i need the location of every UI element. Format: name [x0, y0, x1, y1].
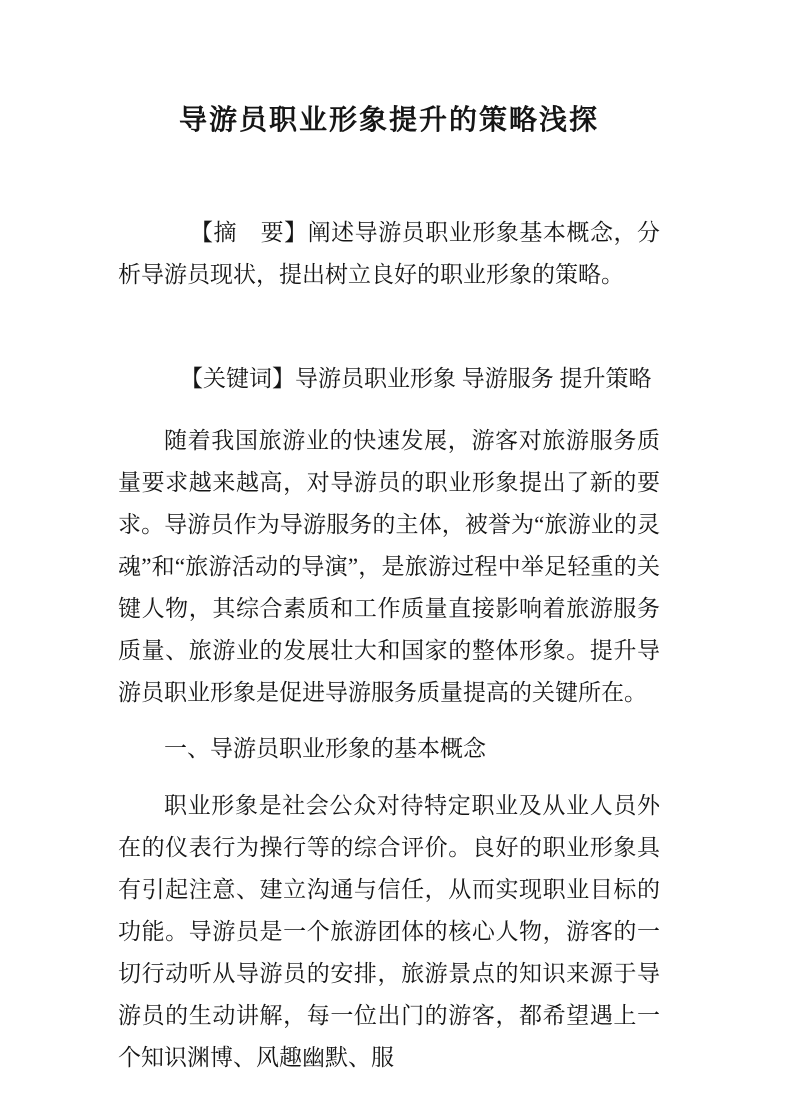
section-1-paragraph: 职业形象是社会公众对待特定职业及从业人员外在的仪表行为操行等的综合评价。良好的职业形象具有引起注意、建立沟通与信任，从而实现职业目标的功能。导游员是一个旅游团体的核心人物，游客的一切行动听从导游员的安排，旅游景点的知识来源于导游员的生动讲解，每一位出门的游客，都希望遇上一个知识渊博、风趣幽默、服 [118, 793, 660, 1070]
abstract-paragraph: 【摘 要】阐述导游员职业形象基本概念，分析导游员现状，提出树立良好的职业形象的策略。 [118, 220, 660, 287]
intro-paragraph: 随着我国旅游业的快速发展，游客对旅游服务质量要求越来越高，对导游员的职业形象提出了新的要求。导游员作为导游服务的主体，被誉为“旅游业的灵魂”和“旅游活动的导演”，是旅游过程中举足轻重的关键人物，其综合素质和工作质量直接影响着旅游服务质量、旅游业的发展壮大和国家的整体形象。提升导游员职业形象是促进导游服务质量提高的关键所在。 [118, 428, 660, 705]
keywords-paragraph: 【关键词】导游员职业形象 导游服务 提升策略 [180, 366, 652, 391]
section-1-heading: 一、导游员职业形象的基本概念 [164, 736, 486, 761]
document-title: 导游员职业形象提升的策略浅探 [178, 105, 599, 136]
